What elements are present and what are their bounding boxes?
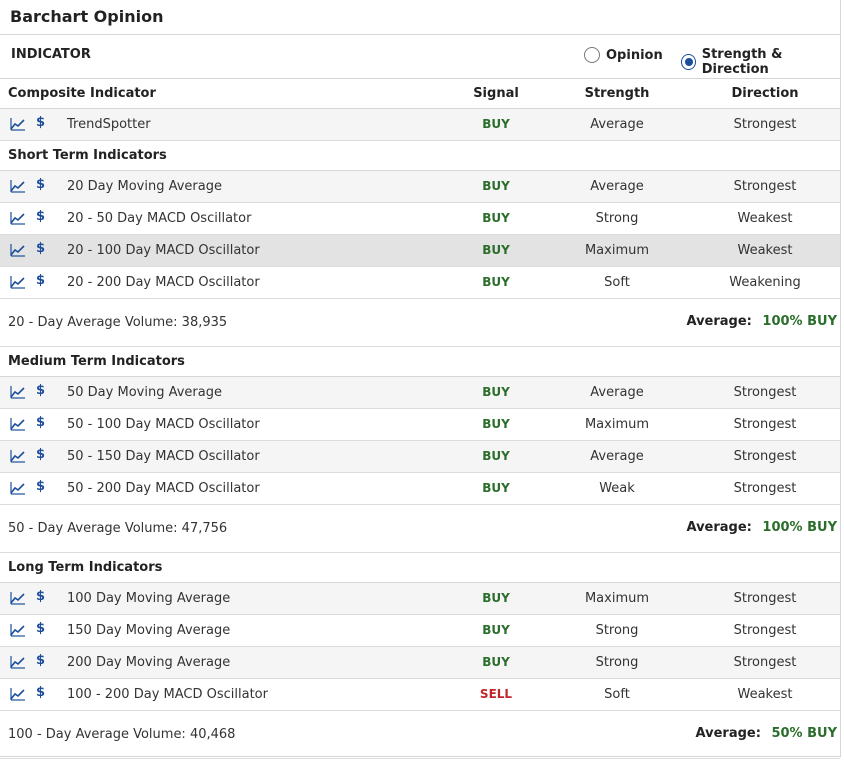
indicator-name[interactable]: 20 - 200 Day MACD Oscillator xyxy=(67,275,260,290)
long-term-summary xyxy=(0,711,840,759)
dollar-icon[interactable]: $ xyxy=(36,479,46,494)
indicator-row xyxy=(0,171,840,203)
dollar-icon[interactable]: $ xyxy=(36,621,46,636)
radio-unselected-icon xyxy=(584,47,600,63)
indicator-row xyxy=(0,409,840,441)
short-term-section xyxy=(0,171,840,299)
direction-value: Strongest xyxy=(733,591,797,606)
medium-term-title: Medium Term Indicators xyxy=(8,354,185,369)
line-chart-icon[interactable] xyxy=(10,591,26,605)
strength-value: Soft xyxy=(604,275,630,290)
medium-term-section xyxy=(0,377,840,505)
strength-value: Average xyxy=(590,449,644,464)
radio-selected-icon xyxy=(681,54,696,70)
signal-column-header: Signal xyxy=(473,86,519,101)
short-term-summary xyxy=(0,299,840,347)
medium-term-header xyxy=(0,347,840,377)
direction-value: Strongest xyxy=(733,449,797,464)
medium-term-summary xyxy=(0,505,840,553)
short-term-title: Short Term Indicators xyxy=(8,148,167,163)
signal-value: BUY xyxy=(482,655,510,669)
long-term-average-value: 50% BUY xyxy=(771,726,837,741)
medium-term-volume: 50 - Day Average Volume: 47,756 xyxy=(8,521,228,536)
indicator-name[interactable]: 20 - 100 Day MACD Oscillator xyxy=(67,243,260,258)
indicator-row xyxy=(0,679,840,711)
direction-value: Strongest xyxy=(733,481,797,496)
panel-title: Barchart Opinion xyxy=(0,0,840,35)
direction-value: Strongest xyxy=(733,623,797,638)
strength-value: Weak xyxy=(599,481,635,496)
dollar-icon[interactable]: $ xyxy=(36,241,46,256)
indicator-name[interactable]: 50 Day Moving Average xyxy=(67,385,222,400)
strength-value: Soft xyxy=(604,687,630,702)
indicator-row xyxy=(0,203,840,235)
direction-value: Strongest xyxy=(733,417,797,432)
indicator-header xyxy=(0,35,840,79)
indicator-row xyxy=(0,441,840,473)
strength-value: Maximum xyxy=(584,243,650,258)
line-chart-icon[interactable] xyxy=(10,623,26,637)
indicator-row xyxy=(0,647,840,679)
indicator-name[interactable]: 150 Day Moving Average xyxy=(67,623,231,638)
line-chart-icon[interactable] xyxy=(10,179,26,193)
signal-value: BUY xyxy=(482,275,510,289)
short-term-header xyxy=(0,141,840,171)
indicator-name[interactable]: 50 - 100 Day MACD Oscillator xyxy=(67,417,260,432)
line-chart-icon[interactable] xyxy=(10,449,26,463)
composite-section xyxy=(0,109,840,141)
strength-value: Maximum xyxy=(584,417,650,432)
direction-column-header: Direction xyxy=(731,86,799,101)
signal-value: BUY xyxy=(482,591,510,605)
signal-value: BUY xyxy=(482,117,510,131)
line-chart-icon[interactable] xyxy=(10,385,26,399)
short-term-volume: 20 - Day Average Volume: 38,935 xyxy=(8,315,228,330)
signal-value: BUY xyxy=(482,179,510,193)
strength-value: Average xyxy=(590,117,644,132)
column-header-row xyxy=(0,79,840,109)
strength-value: Maximum xyxy=(584,591,650,606)
direction-value: Weakest xyxy=(737,211,793,226)
direction-value: Weakest xyxy=(737,687,793,702)
direction-value: Strongest xyxy=(733,655,797,670)
long-term-volume: 100 - Day Average Volume: 40,468 xyxy=(8,727,236,742)
strength-direction-radio-label: Strength & Direction xyxy=(701,47,783,77)
short-term-average-value: 100% BUY xyxy=(762,314,837,329)
indicator-row xyxy=(0,235,840,267)
medium-term-average-label: Average: xyxy=(686,520,752,535)
direction-value: Weakest xyxy=(737,243,793,258)
signal-value: BUY xyxy=(482,385,510,399)
line-chart-icon[interactable] xyxy=(10,211,26,225)
indicator-name[interactable]: 50 - 150 Day MACD Oscillator xyxy=(67,449,260,464)
dollar-icon[interactable]: $ xyxy=(36,415,46,430)
strength-direction-radio[interactable] xyxy=(681,47,840,77)
direction-value: Strongest xyxy=(733,117,797,132)
indicator-name[interactable]: 100 Day Moving Average xyxy=(67,591,231,606)
indicator-name[interactable]: 100 - 200 Day MACD Oscillator xyxy=(67,687,268,702)
indicator-name[interactable]: 50 - 200 Day MACD Oscillator xyxy=(67,481,260,496)
long-term-header xyxy=(0,553,840,583)
short-term-average-label: Average: xyxy=(686,314,752,329)
dollar-icon[interactable]: $ xyxy=(36,115,46,130)
long-term-section xyxy=(0,583,840,711)
direction-value: Weakening xyxy=(729,275,801,290)
line-chart-icon[interactable] xyxy=(10,687,26,701)
signal-value: BUY xyxy=(482,623,510,637)
indicator-label: INDICATOR xyxy=(11,47,91,62)
indicator-row xyxy=(0,583,840,615)
dollar-icon[interactable]: $ xyxy=(36,273,46,288)
medium-term-average xyxy=(686,520,837,535)
strength-value: Strong xyxy=(595,623,639,638)
indicator-name[interactable]: 20 - 50 Day MACD Oscillator xyxy=(67,211,252,226)
strength-value: Strong xyxy=(595,655,639,670)
signal-value: BUY xyxy=(482,243,510,257)
dollar-icon[interactable]: $ xyxy=(36,177,46,192)
direction-value: Strongest xyxy=(733,179,797,194)
indicator-row xyxy=(0,109,840,141)
line-chart-icon[interactable] xyxy=(10,243,26,257)
signal-value: BUY xyxy=(482,211,510,225)
opinion-radio[interactable] xyxy=(584,47,663,63)
line-chart-icon[interactable] xyxy=(10,117,26,131)
line-chart-icon[interactable] xyxy=(10,655,26,669)
line-chart-icon[interactable] xyxy=(10,275,26,289)
dollar-icon[interactable]: $ xyxy=(36,209,46,224)
long-term-average xyxy=(696,726,837,741)
signal-value: BUY xyxy=(482,481,510,495)
signal-value: SELL xyxy=(479,687,513,701)
dollar-icon[interactable]: $ xyxy=(36,653,46,668)
indicator-name[interactable]: 20 Day Moving Average xyxy=(67,179,222,194)
signal-value: BUY xyxy=(482,417,510,431)
indicator-row xyxy=(0,615,840,647)
strength-value: Average xyxy=(590,385,644,400)
direction-value: Strongest xyxy=(733,385,797,400)
short-term-average xyxy=(686,314,837,329)
line-chart-icon[interactable] xyxy=(10,417,26,431)
dollar-icon[interactable]: $ xyxy=(36,447,46,462)
indicator-name[interactable]: 200 Day Moving Average xyxy=(67,655,231,670)
strength-value: Average xyxy=(590,179,644,194)
long-term-title: Long Term Indicators xyxy=(8,560,163,575)
strength-value: Strong xyxy=(595,211,639,226)
strength-column-header: Strength xyxy=(584,86,650,101)
dollar-icon[interactable]: $ xyxy=(36,589,46,604)
indicator-name[interactable]: TrendSpotter xyxy=(67,117,151,132)
indicator-row xyxy=(0,267,840,299)
composite-column-header: Composite Indicator xyxy=(8,86,156,101)
medium-term-average-value: 100% BUY xyxy=(762,520,837,535)
long-term-average-label: Average: xyxy=(695,726,761,741)
signal-value: BUY xyxy=(482,449,510,463)
indicator-row xyxy=(0,473,840,505)
indicator-row xyxy=(0,377,840,409)
line-chart-icon[interactable] xyxy=(10,481,26,495)
dollar-icon[interactable]: $ xyxy=(36,685,46,700)
dollar-icon[interactable]: $ xyxy=(36,383,46,398)
opinion-radio-label: Opinion xyxy=(606,47,663,63)
